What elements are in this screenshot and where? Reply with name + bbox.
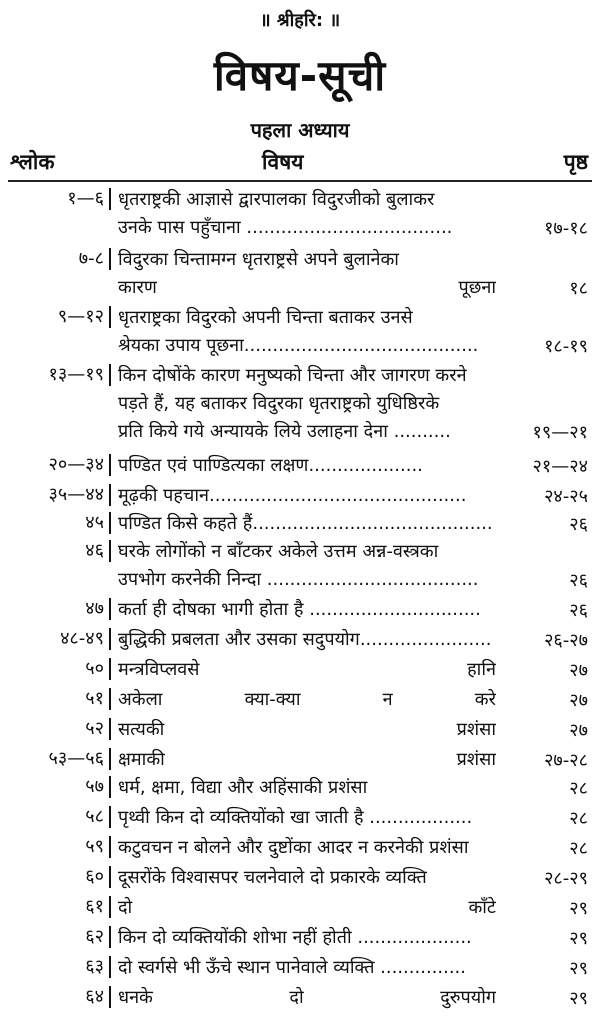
separator-bar [109, 806, 111, 828]
separator-bar [109, 484, 111, 506]
toc-entry [0, 894, 600, 922]
entry-description: विदुरका चिन्तामग्न धृतराष्ट्रसे अपने बुलानेका कारण पूछना [118, 249, 496, 298]
separator-bar [109, 454, 111, 476]
sloka-range: ५३—५६ [48, 748, 104, 769]
separator-bar [109, 540, 111, 562]
toc-entry [0, 984, 600, 1012]
page-number: २७ [569, 720, 588, 741]
separator-bar [109, 776, 111, 798]
separator-bar [109, 248, 111, 270]
toc-entry [0, 186, 600, 242]
entry-description: पण्डित किसे कहते हैं.......................................... [118, 513, 493, 534]
entry-description: धर्म, क्षमा, विद्या और अहिंसाकी प्रशंसा [118, 777, 368, 798]
separator-bar [109, 956, 111, 978]
separator-bar [109, 748, 111, 770]
entry-description: धृतराष्ट्रका विदुरको अपनी चिन्ता बताकर उनसे श्रेयका उपाय पूछना......................................... [118, 307, 479, 356]
entry-description: क्षमाकी प्रशंसा [118, 749, 496, 770]
separator-bar [109, 926, 111, 948]
separator-bar [109, 188, 111, 210]
entry-description: मन्त्रविप्लवसे हानि [118, 659, 496, 680]
toc-entry [0, 686, 600, 714]
entry-description: अकेला क्या-क्या न करे [118, 689, 496, 710]
chapter-heading: पहला अध्याय [250, 118, 350, 142]
sloka-range: ७-८ [78, 248, 104, 269]
separator-bar [109, 364, 111, 386]
sloka-range: ६४ [85, 986, 104, 1007]
sloka-range: ५० [85, 658, 104, 679]
entry-description: धनके दो दुरुपयोग [118, 987, 496, 1008]
toc-entry [0, 924, 600, 952]
entry-description: बुद्धिकी प्रबलता और उसका सदुपयोग....................... [118, 629, 492, 650]
separator-bar [109, 866, 111, 888]
sloka-range: ४८-४९ [60, 628, 104, 649]
sloka-range: ६१ [85, 896, 104, 917]
toc-entry [0, 596, 600, 624]
sloka-range: १—६ [67, 188, 104, 209]
page-number: २९ [569, 928, 588, 949]
page-number: २८ [569, 838, 588, 859]
toc-entry [0, 954, 600, 982]
page-number: २८ [569, 778, 588, 799]
page-number: २९ [569, 958, 588, 979]
entry-description: किन दो व्यक्तियोंकी शोभा नहीं होती .................... [118, 927, 472, 948]
entry-description: कर्ता ही दोषका भागी होता है .............................. [118, 599, 481, 620]
header-rule [8, 180, 592, 182]
entry-description: पण्डित एवं पाण्डित्यका लक्षण.................... [118, 455, 423, 476]
toc-entry [0, 538, 600, 594]
separator-bar [109, 986, 111, 1008]
toc-entry [0, 482, 600, 510]
page-number: १७-१८ [544, 218, 588, 239]
page-number: १८-१९ [544, 336, 588, 357]
entry-description: पृथ्वी किन दो व्यक्तियोंको खा जाती है .................. [118, 807, 473, 828]
toc-entry [0, 746, 600, 774]
entry-description: कटुवचन न बोलने और दुष्टोंका आदर न करनेकी प्रशंसा [118, 837, 469, 858]
toc-entry [0, 804, 600, 832]
column-header-sloka: श्लोक [10, 150, 55, 174]
toc-entry [0, 656, 600, 684]
toc-entry [0, 716, 600, 744]
sloka-range: ५७ [85, 776, 104, 797]
entry-description: धृतराष्ट्रकी आज्ञासे द्वारपालका विदुरजीको बुलाकर उनके पास पहुँचाना .................................... [118, 189, 453, 238]
page-number: १९—२१ [532, 422, 588, 443]
sloka-range: ४६ [85, 540, 104, 561]
page-number: २७ [569, 690, 588, 711]
page-number: २९ [569, 898, 588, 919]
entry-description: सत्यकी प्रशंसा [118, 719, 496, 740]
sloka-range: ४५ [85, 512, 104, 533]
page-number: २९ [569, 988, 588, 1009]
toc-entry [0, 246, 600, 302]
entry-description: दो स्वर्गसे भी ऊँचे स्थान पानेवाले व्यक्ति ............... [118, 957, 466, 978]
page-number: २६-२७ [544, 630, 588, 651]
entry-description: दूसरोंके विश्वासपर चलनेवाले दो प्रकारके व्यक्ति [118, 867, 427, 888]
toc-entry [0, 774, 600, 802]
toc-entry [0, 452, 600, 480]
toc-entry [0, 834, 600, 862]
sloka-range: २०—३४ [48, 454, 104, 475]
page-number: २१—२४ [532, 456, 588, 477]
separator-bar [109, 658, 111, 680]
page-number: २८ [569, 808, 588, 829]
page-number: २८-२९ [544, 868, 588, 889]
separator-bar [109, 836, 111, 858]
toc-entry [0, 626, 600, 654]
column-header-page: पृष्ठ [563, 150, 588, 174]
sloka-range: ९—१२ [57, 306, 104, 327]
toc-entry [0, 864, 600, 892]
sloka-range: ३५—४४ [48, 484, 104, 505]
sloka-range: ६३ [85, 956, 104, 977]
separator-bar [109, 688, 111, 710]
invocation-heading: ॥ श्रीहरि: ॥ [259, 10, 341, 31]
toc-entry [0, 510, 600, 538]
entry-description: मूढ़की पहचान............................................. [118, 485, 467, 506]
sloka-range: ५१ [85, 688, 104, 709]
separator-bar [109, 628, 111, 650]
entry-description: किन दोषोंके कारण मनुष्यको चिन्ता और जागरण करने पड़ते हैं, यह बताकर विदुरका धृतराष्ट्रको युधिष्ठिरके प्रति किये गये अन्यायके लिये उलाहना देना .......... [118, 365, 467, 442]
sloka-range: १३—१९ [48, 364, 104, 385]
entry-description: दो काँटे [118, 897, 496, 918]
sloka-range: ६० [85, 866, 104, 887]
separator-bar [109, 896, 111, 918]
separator-bar [109, 512, 111, 534]
separator-bar [109, 598, 111, 620]
toc-entry [0, 362, 600, 446]
page-number: २६ [569, 600, 588, 621]
column-header-subject: विषय [262, 150, 304, 174]
sloka-range: ५२ [85, 718, 104, 739]
sloka-range: ५८ [85, 806, 104, 827]
toc-entry [0, 304, 600, 360]
entry-description: घरके लोगोंको न बाँटकर अकेले उत्तम अन्न-वस्त्रका उपभोग करनेकी निन्दा ..................................... [118, 541, 479, 590]
page-number: २७ [569, 660, 588, 681]
page-number: २६ [569, 570, 588, 591]
page-title: विषय-सूची [213, 51, 387, 100]
sloka-range: ४७ [85, 598, 104, 619]
sloka-range: ५९ [85, 836, 104, 857]
sloka-range: ६२ [85, 926, 104, 947]
separator-bar [109, 306, 111, 328]
page-number: २७-२८ [544, 750, 588, 771]
page-number: १८ [569, 278, 588, 299]
page-number: २४-२५ [544, 486, 588, 507]
separator-bar [109, 718, 111, 740]
page-number: २६ [569, 514, 588, 535]
